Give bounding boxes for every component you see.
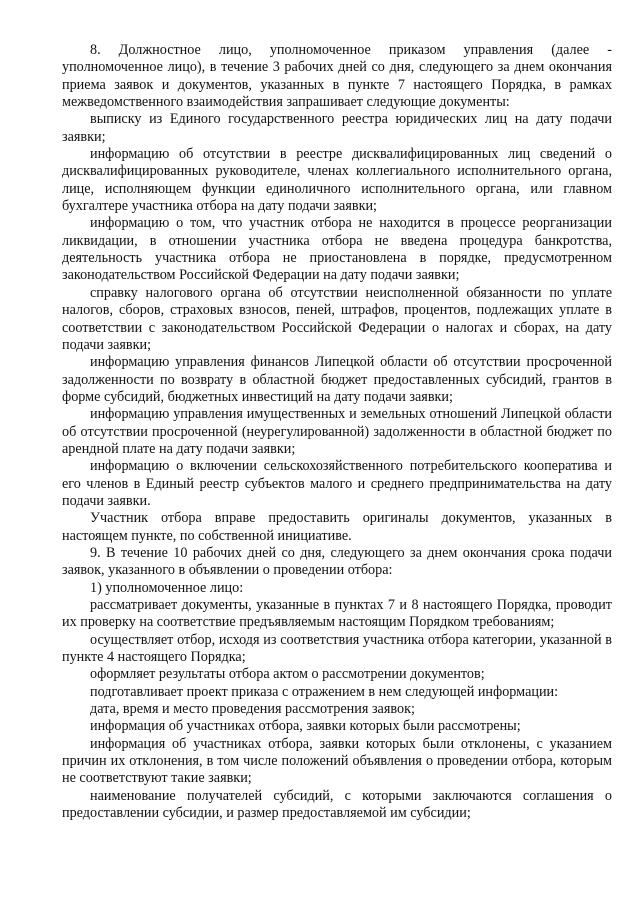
- paragraph-item-9: 9. В течение 10 рабочих дней со дня, следующего за днем окончания срока подачи заявок, указанного в объявлении о проведении отбора:: [62, 544, 612, 579]
- paragraph-reorganization-info: информацию о том, что участник отбора не находится в процессе реорганизации ликвидации, в отношении участника отбора не введена процедура банкротства, деятельность участника отбора не приостановлена в порядке, предусмотренном законодательством Российской Федерации на дату подачи заявки;: [62, 215, 612, 284]
- paragraph-disqualified-registry: информацию об отсутствии в реестре дисквалифицированных лиц сведений о дисквалифицированных руководителе, членах коллегиального исполнительного органа, лице, исполняющем функции единоличного исполнительного органа, или главном бухгалтере участника отбора на дату подачи заявки;: [62, 146, 612, 215]
- paragraph-egrul-extract: выписку из Единого государственного реестра юридических лиц на дату подачи заявки;: [62, 111, 612, 145]
- paragraph-records-results: оформляет результаты отбора актом о рассмотрении документов;: [90, 666, 485, 683]
- paragraph-item-9-1: 1) уполномоченное лицо:: [90, 579, 244, 596]
- paragraph-item-8: 8. Должностное лицо, уполномоченное приказом управления (далее - уполномоченное лицо), в течение 3 рабочих дней со дня, следующего за днем окончания приема заявок и документов, указанных в пункте 7 настоящего Порядка, в рамках межведомственного взаимодействия запрашивает следующие документы:: [62, 42, 612, 111]
- paragraph-reviewed-participants: информация об участниках отбора, заявки которых были рассмотрены;: [90, 718, 521, 735]
- paragraph-property-debt-info: информацию управления имущественных и земельных отношений Липецкой области об отсутствии просроченной (неурегулированной) задолженности в областной бюджет по арендной плате на дату подачи заявки;: [62, 406, 612, 457]
- paragraph-reviews-documents: рассматривает документы, указанные в пунктах 7 и 8 настоящего Порядка, проводит их проверку на соответствие предъявляемым настоящим Порядком требованиям;: [62, 597, 612, 631]
- paragraph-sme-registry-info: информацию о включении сельскохозяйственного потребительского кооператива и его членов в Единый реестр субъектов малого и среднего предпринимательства на дату подачи заявки.: [62, 458, 612, 509]
- paragraph-finance-debt-info: информацию управления финансов Липецкой области об отсутствии просроченной задолженности по возврату в областной бюджет предоставленных субсидий, грантов в форме субсидий, бюджетных инвестиций на дату подачи заявки;: [62, 354, 612, 405]
- paragraph-prepares-order: подготавливает проект приказа с отражением в нем следующей информации:: [90, 683, 559, 700]
- paragraph-rejected-participants: информация об участниках отбора, заявки которых были отклонены, с указанием причин их отклонения, в том числе положений объявления о проведении отбора, которым не соответствуют такие заявки;: [62, 735, 612, 787]
- document-page: [62, 42, 612, 822]
- paragraph-tax-certificate: справку налогового органа об отсутствии неисполненной обязанности по уплате налогов, сборов, страховых взносов, пеней, штрафов, процентов, подлежащих уплате в соответствии с законодательством Российской Федерации о налогах и сборах, на дату подачи заявки;: [62, 284, 612, 353]
- paragraph-conducts-selection: осуществляет отбор, исходя из соответствия участника отбора категории, указанной в пункте 4 настоящего Порядка;: [62, 631, 612, 666]
- paragraph-originals-right: Участник отбора вправе предоставить оригиналы документов, указанных в настоящем пункте, по собственной инициативе.: [62, 510, 612, 544]
- paragraph-recipients-names: наименование получателей субсидий, с которыми заключаются соглашения о предоставлении субсидии, и размер предоставляемой им субсидии;: [62, 787, 612, 822]
- paragraph-date-time-place: дата, время и место проведения рассмотрения заявок;: [90, 701, 415, 718]
